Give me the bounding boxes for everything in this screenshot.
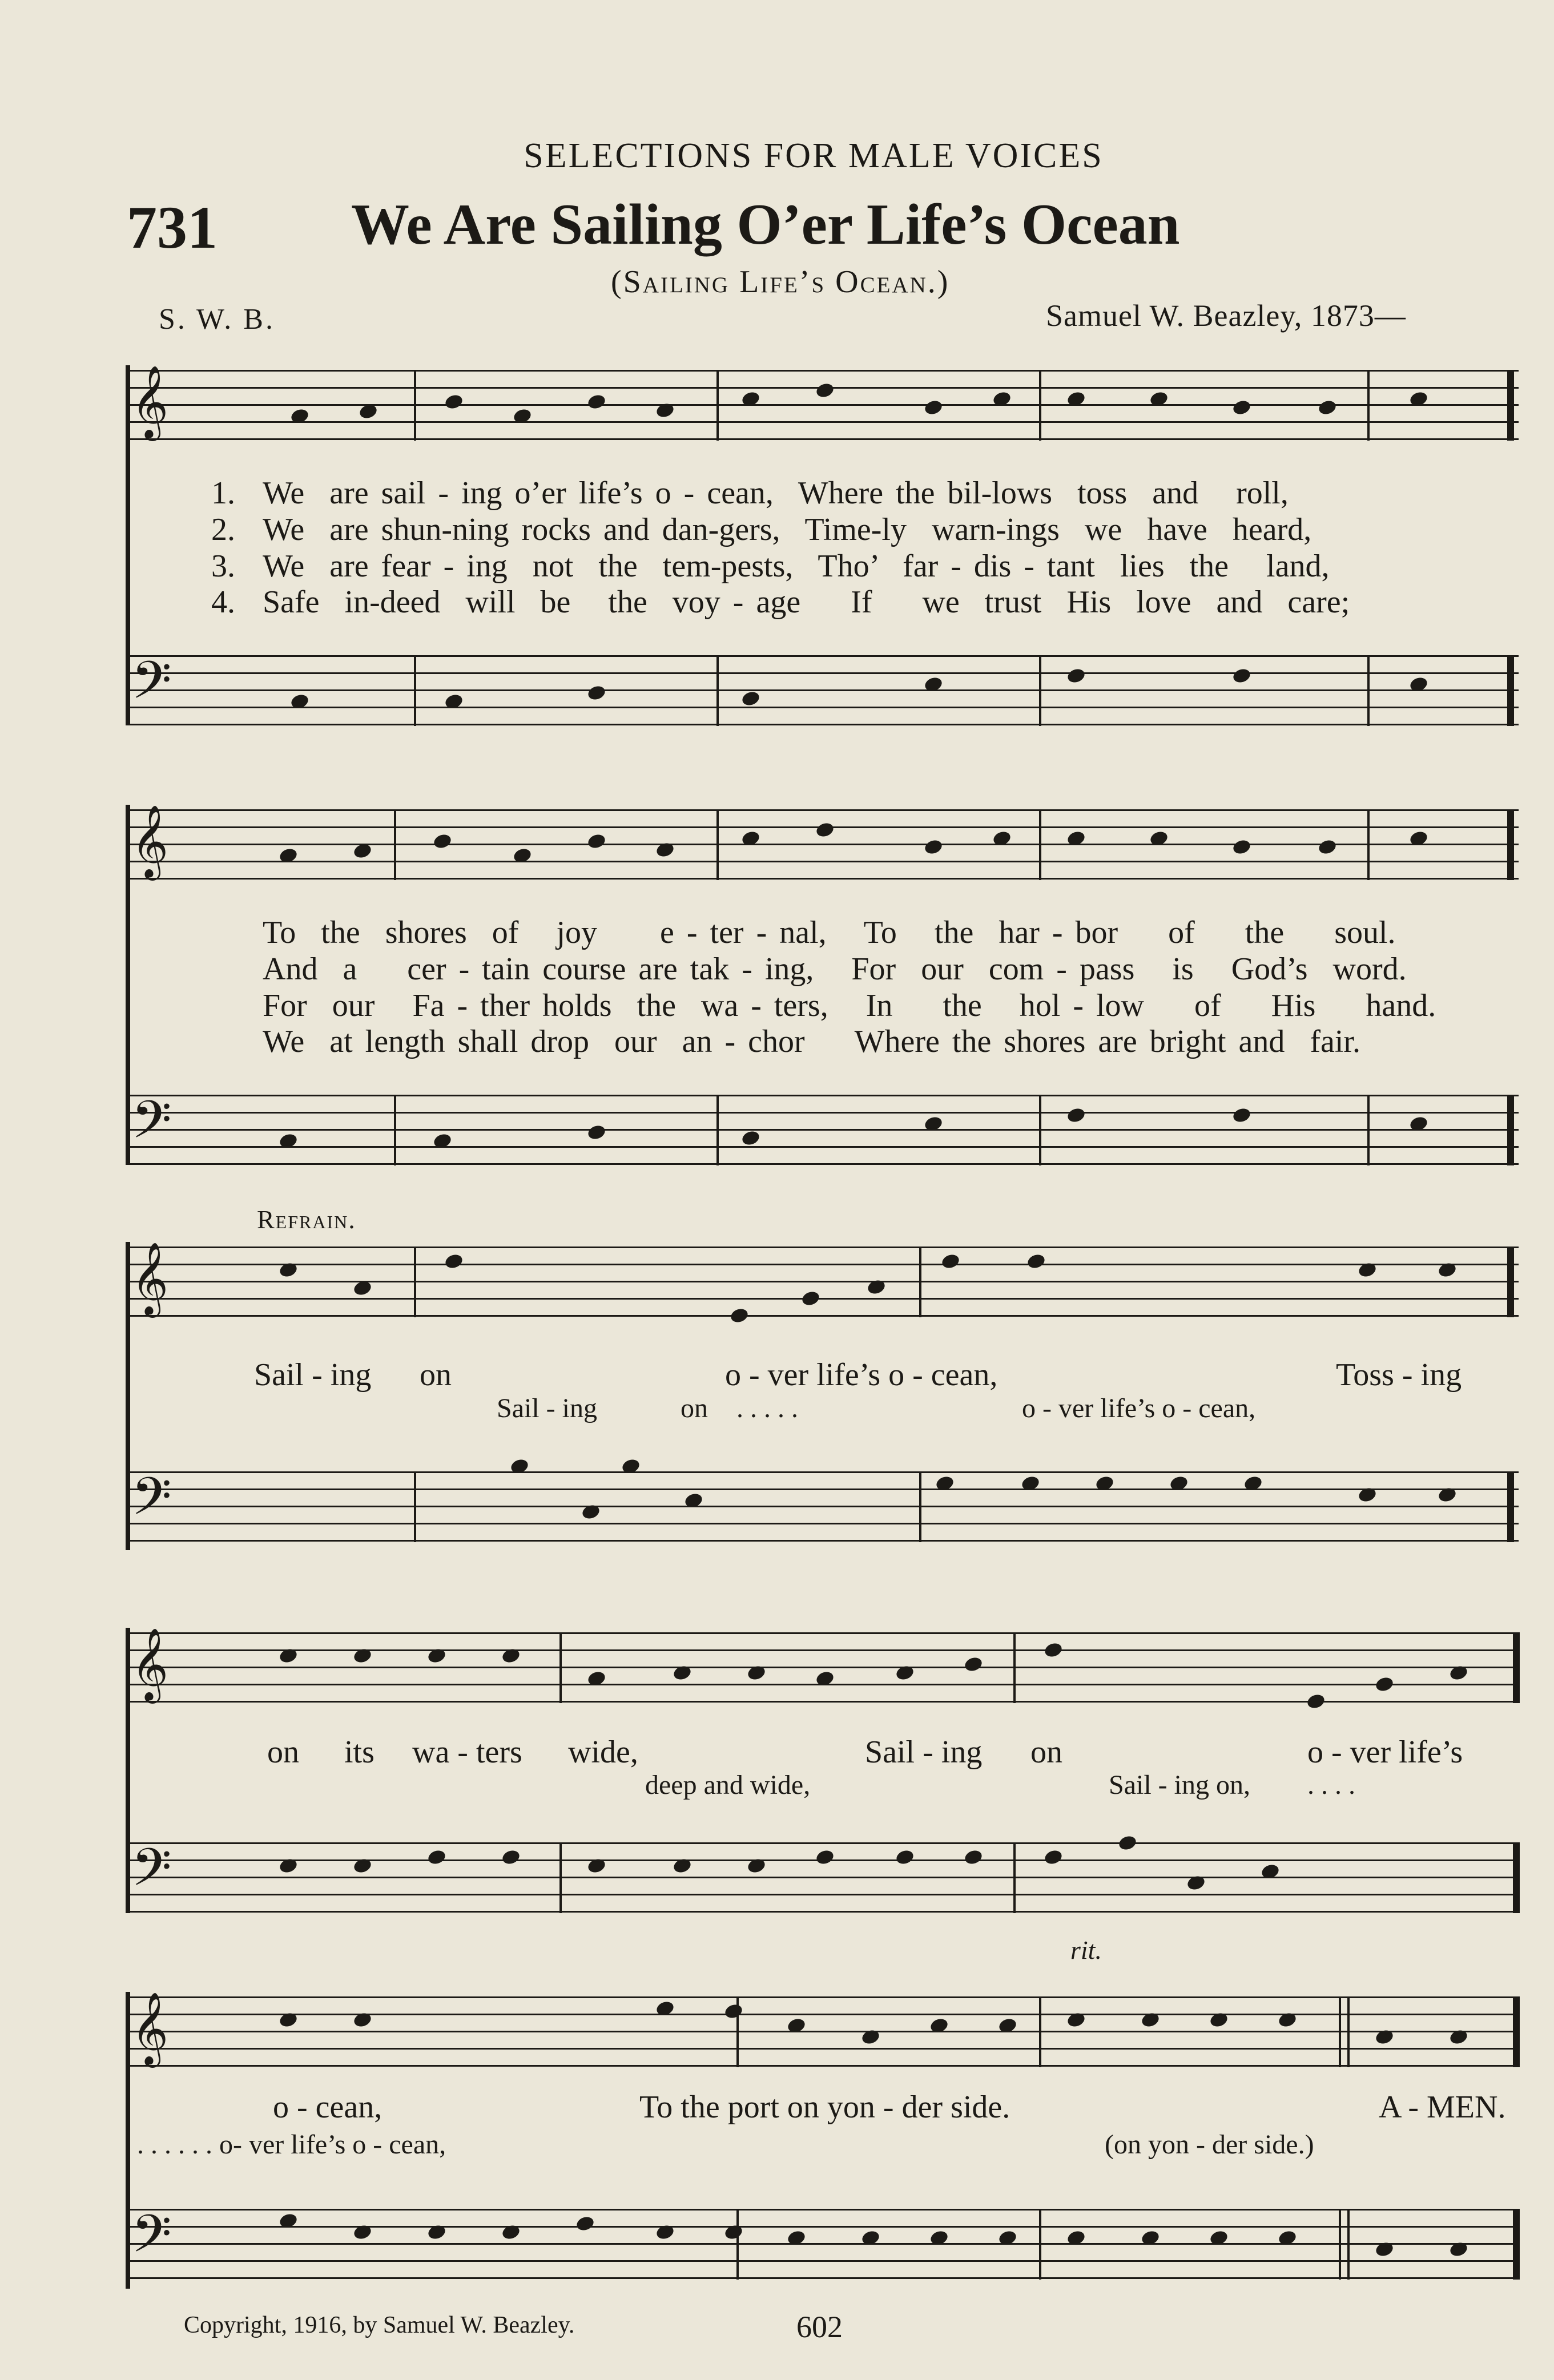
verse-3-line-1: [211, 548, 1329, 584]
tempo-marking: rit.: [1070, 1935, 1102, 1964]
bass-clef-icon: 𝄢: [131, 2204, 172, 2277]
bass-staff: [126, 650, 1519, 726]
treble-staff: [126, 1627, 1519, 1703]
bass-staff: [126, 2204, 1519, 2280]
hymn-subtitle: (Sailing Life’s Ocean.): [611, 264, 950, 300]
page-number: 602: [796, 2310, 843, 2344]
refrain-echo-lyric: Sail - ing: [497, 1393, 597, 1423]
section-header: SELECTIONS FOR MALE VOICES: [524, 136, 1104, 175]
verse-number: 3.: [211, 548, 235, 584]
refrain-echo-lyric: Sail - ing on,: [1109, 1770, 1250, 1800]
refrain-lyric: o - ver life’s: [1307, 1734, 1463, 1770]
bass-clef-icon: 𝄢: [131, 1466, 172, 1539]
treble-clef-icon: 𝄞: [131, 1241, 169, 1314]
verse-number: 4.: [211, 584, 235, 620]
refrain-lyric: A - MEN.: [1379, 2089, 1506, 2125]
treble-clef-icon: 𝄞: [131, 804, 169, 877]
verse-4-line-2: We at length shall drop our an - chor Where the shores are bright and fair.: [263, 1024, 1360, 1059]
verse-4-line-1: [211, 584, 1350, 620]
bass-clef-icon: 𝄢: [131, 650, 172, 723]
refrain-lyric: To the port on yon - der side.: [639, 2089, 1010, 2125]
treble-clef-icon: 𝄞: [131, 1627, 169, 1700]
hymn-title: We Are Sailing O’er Life’s Ocean: [351, 192, 1180, 257]
treble-staff: [126, 1991, 1519, 2067]
treble-staff: [126, 1241, 1519, 1317]
treble-staff: [126, 365, 1519, 441]
verse-number: 2.: [211, 512, 235, 547]
refrain-lyric: its: [344, 1734, 375, 1770]
hymn-number: 731: [127, 194, 218, 261]
verse-text: We are shun-ning rocks and dan-gers, Time-ly warn-ings we have heard,: [263, 512, 1312, 547]
refrain-lyric: Toss - ing: [1336, 1357, 1462, 1393]
refrain-echo-lyric: deep and wide,: [645, 1770, 811, 1800]
refrain-lyric: Sail - ing: [865, 1734, 983, 1770]
refrain-lyric: o - cean,: [273, 2089, 383, 2125]
bass-clef-icon: 𝄢: [131, 1837, 172, 1910]
verse-text: We are sail - ing o’er life’s o - cean, Where the bil-lows toss and roll,: [263, 475, 1289, 511]
verse-3-line-2: For our Fa - ther holds the wa - ters, In the hol - low of His hand.: [263, 988, 1436, 1023]
bass-staff: [126, 1090, 1519, 1165]
refrain-lyric: wa - ters: [412, 1734, 522, 1770]
verse-text: We are fear - ing not the tem-pests, Tho’ far - dis - tant lies the land,: [263, 548, 1330, 584]
refrain-label: Refrain.: [257, 1205, 356, 1234]
refrain-echo-lyric: . . . . . . o- ver life’s o - cean,: [137, 2129, 446, 2160]
bass-staff: [126, 1466, 1519, 1542]
refrain-echo-lyric: . . . . .: [736, 1393, 798, 1423]
bass-staff: [126, 1837, 1519, 1913]
verse-1-line-2: To the shores of joy e - ter - nal, To the har - bor of the soul.: [263, 915, 1396, 950]
copyright-notice: Copyright, 1916, by Samuel W. Beazley.: [184, 2312, 575, 2338]
treble-clef-icon: 𝄞: [131, 365, 169, 438]
refrain-echo-lyric: on: [681, 1393, 708, 1423]
bass-clef-icon: 𝄢: [131, 1090, 172, 1163]
refrain-echo-lyric: . . . .: [1307, 1770, 1355, 1800]
refrain-lyric: o - ver life’s o - cean,: [725, 1357, 998, 1393]
verse-text: Safe in-deed will be the voy - age If we trust His love and care;: [263, 584, 1350, 620]
refrain-lyric: on: [1030, 1734, 1062, 1770]
treble-staff: [126, 804, 1519, 880]
refrain-lyric: on: [267, 1734, 299, 1770]
verse-number: 1.: [211, 475, 235, 511]
verse-2-line-2: And a cer - tain course are tak - ing, For our com - pass is God’s word.: [263, 951, 1407, 987]
verse-1-line-1: [211, 475, 1289, 511]
refrain-echo-lyric: o - ver life’s o - cean,: [1022, 1393, 1256, 1423]
composer-credit: Samuel W. Beazley, 1873—: [1046, 298, 1406, 333]
refrain-echo-lyric: (on yon - der side.): [1105, 2129, 1314, 2160]
lyricist-initials: S. W. B.: [159, 303, 275, 336]
verse-2-line-1: [211, 511, 1311, 548]
refrain-lyric: on: [420, 1357, 452, 1393]
refrain-lyric: Sail - ing: [254, 1357, 372, 1393]
refrain-lyric: wide,: [568, 1734, 638, 1770]
treble-clef-icon: 𝄞: [131, 1991, 169, 2064]
